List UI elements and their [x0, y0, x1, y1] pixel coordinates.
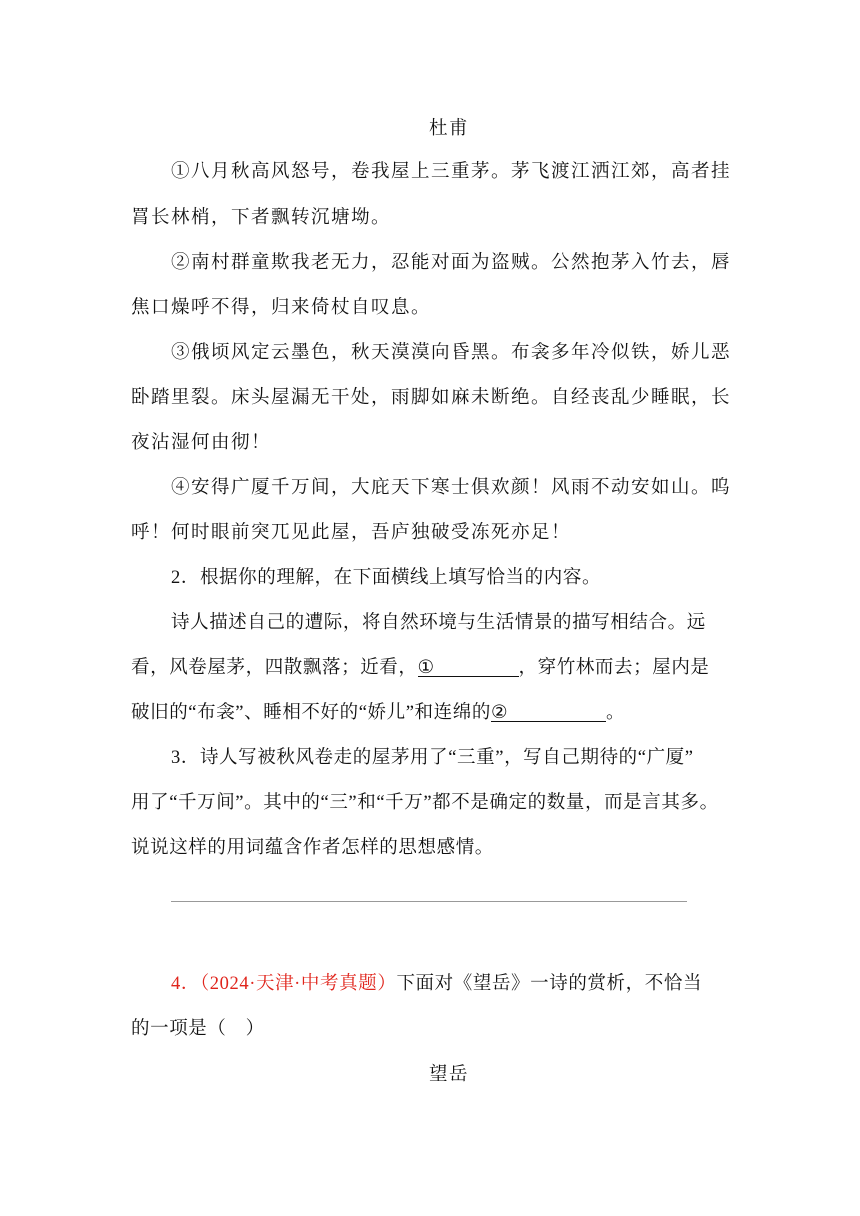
- poem-author: 杜甫: [429, 118, 470, 139]
- poem-stanza-4-line-1: ④安得广厦千万间，大庇天下寒士俱欢颜！风雨不动安如山。呜: [171, 477, 732, 498]
- answer-blank-2-label: ②: [490, 703, 509, 723]
- question-2-line-1: 诗人描述自己的遭际，将自然环境与生活情景的描写相结合。远: [171, 613, 706, 633]
- answer-line[interactable]: [171, 901, 687, 902]
- answer-blank-1[interactable]: [418, 656, 519, 677]
- question-4-source: （2024·天津·中考真题）: [199, 974, 397, 994]
- question-3-line-2: 用了“千万间”。其中的“三”和“千万”都不是确定的数量，而是言其多。: [131, 793, 719, 813]
- poem-stanza-3-line-3: 夜沾湿何由彻！: [131, 432, 272, 453]
- question-2-line-3-start: 破旧的“布衾”、睡相不好的“娇儿”和连绵的: [131, 703, 491, 723]
- question-3-line-3: 说说这样的用词蕴含作者怎样的思想感情。: [131, 838, 494, 858]
- question-4-line-1: [171, 972, 702, 996]
- question-2-stem: 2．根据你的理解，在下面横线上填写恰当的内容。: [171, 568, 602, 588]
- poem-stanza-4-line-2: 呼！何时眼前突兀见此屋，吾庐独破受冻死亦足！: [131, 522, 572, 543]
- poem-stanza-2-line-1: ②南村群童欺我老无力，忍能对面为盗贼。公然抱茅入竹去，唇: [171, 252, 732, 273]
- poem-stanza-1-line-1: ①八月秋高风怒号，卷我屋上三重茅。茅飞渡江洒江郊，高者挂: [171, 161, 732, 182]
- poem-stanza-3-line-1: ③俄顷风定云墨色，秋天漠漠向昏黑。布衾多年冷似铁，娇儿恶: [171, 342, 732, 363]
- poem-stanza-3-line-2: 卧踏里裂。床头屋漏无干处，雨脚如麻未断绝。自经丧乱少睡眠，长: [131, 387, 732, 408]
- question-2-line-2-end: ，穿竹林而去；屋内是: [518, 658, 710, 678]
- question-4-stem-start: 下面对《望岳》一诗的赏析，不恰当: [396, 974, 703, 994]
- question-4-poem-title: 望岳: [429, 1064, 470, 1085]
- question-3-line-1: 3．诗人写被秋风卷走的屋茅用了“三重”，写自己期待的“广厦”: [171, 748, 694, 768]
- question-2-line-3-end: 。: [605, 703, 626, 723]
- question-4-line-2: 的一项是（ ）: [131, 1019, 265, 1039]
- question-2-line-2: [131, 656, 710, 680]
- answer-blank-2[interactable]: [491, 701, 606, 722]
- answer-blank-1-label: ①: [417, 658, 435, 678]
- poem-stanza-2-line-2: 焦口燥呼不得，归来倚杖自叹息。: [131, 297, 432, 318]
- question-2-line-3: [131, 701, 625, 725]
- question-2-line-2-start: 看，风卷屋茅，四散飘落；近看，: [131, 658, 418, 678]
- question-4-number: 4．: [171, 974, 200, 994]
- poem-stanza-1-line-2: 罥长林梢，下者飘转沉塘坳。: [131, 207, 392, 228]
